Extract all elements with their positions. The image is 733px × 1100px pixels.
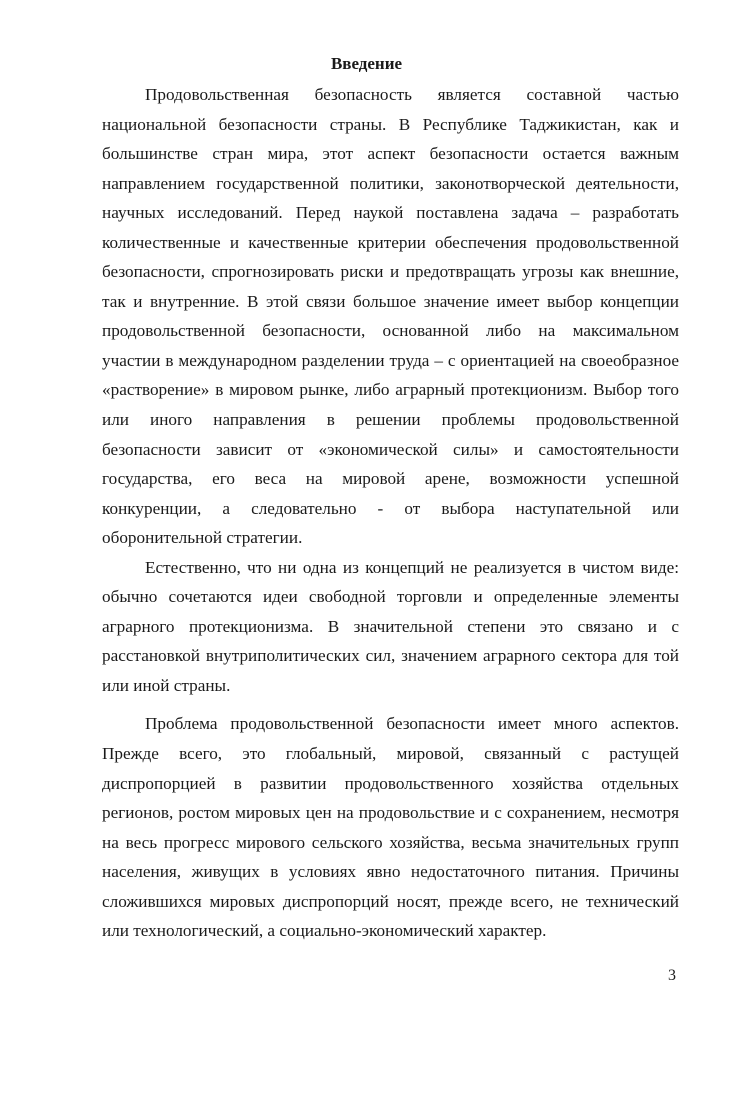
document-body <box>102 80 679 946</box>
text-line: аграрного протекционизма. В значительной степени это связано и с <box>102 616 679 636</box>
paragraph <box>102 553 679 701</box>
text-line: участии в международном разделении труда – с ориентацией на своеобразное <box>102 350 679 370</box>
text-line: Естественно, что ни одна из концепций не реализуется в чистом виде: <box>145 557 679 577</box>
text-line: количественные и качественные критерии обеспечения продовольственной <box>102 232 679 252</box>
text-line: регионов, ростом мировых цен на продовольствие и с сохранением, несмотря <box>102 803 679 823</box>
paragraph <box>102 80 679 553</box>
text-line: или иной страны. <box>102 675 231 695</box>
text-line: или иного направления в решении проблемы продовольственной <box>102 410 679 430</box>
text-line: населения, живущих в условиях явно недостаточного питания. Причины <box>102 862 679 882</box>
text-line: оборонительной стратегии. <box>102 528 303 548</box>
text-line: расстановкой внутриполитических сил, значением аграрного сектора для той <box>102 646 679 666</box>
text-line: продовольственной безопасности, основанной либо на максимальном <box>102 321 679 341</box>
text-line: Проблема продовольственной безопасности имеет много аспектов. <box>145 714 679 734</box>
text-line: на весь прогресс мирового сельского хозяйства, весьма значительных групп <box>102 832 679 852</box>
text-line: научных исследований. Перед наукой поставлена задача – разработать <box>102 203 679 223</box>
text-line: Продовольственная безопасность является составной частью <box>145 85 679 104</box>
text-line: «растворение» в мировом рынке, либо аграрный протекционизм. Выбор того <box>102 380 679 400</box>
text-line: сложившихся мировых диспропорций носят, прежде всего, не технический <box>102 891 679 911</box>
text-line: или технологический, а социально-экономический характер. <box>102 921 547 941</box>
text-line: государства, его веса на мировой арене, возможности успешной <box>102 469 679 489</box>
text-line: Прежде всего, это глобальный, мировой, связанный с растущей <box>102 744 679 764</box>
section-title: Введение <box>330 54 403 73</box>
text-line: обычно сочетаются идеи свободной торговли и определенные элементы <box>102 587 679 607</box>
text-line: безопасности зависит от «экономической силы» и самостоятельности <box>102 439 679 459</box>
paragraph <box>102 709 679 945</box>
text-line: конкуренции, а следовательно - от выбора наступательной или <box>102 498 679 518</box>
text-line: диспропорцией в развитии продовольственного хозяйства отдельных <box>102 773 679 793</box>
text-line: направлением государственной политики, законотворческой деятельности, <box>102 173 679 193</box>
text-line: безопасности, спрогнозировать риски и предотвращать угрозы как внешние, <box>102 262 679 282</box>
page-number: 3 <box>668 967 676 984</box>
text-line: так и внутренние. В этой связи большое значение имеет выбор концепции <box>102 291 679 311</box>
text-line: большинстве стран мира, этот аспект безопасности остается важным <box>102 144 679 164</box>
text-line: национальной безопасности страны. В Республике Таджикистан, как и <box>102 114 679 134</box>
